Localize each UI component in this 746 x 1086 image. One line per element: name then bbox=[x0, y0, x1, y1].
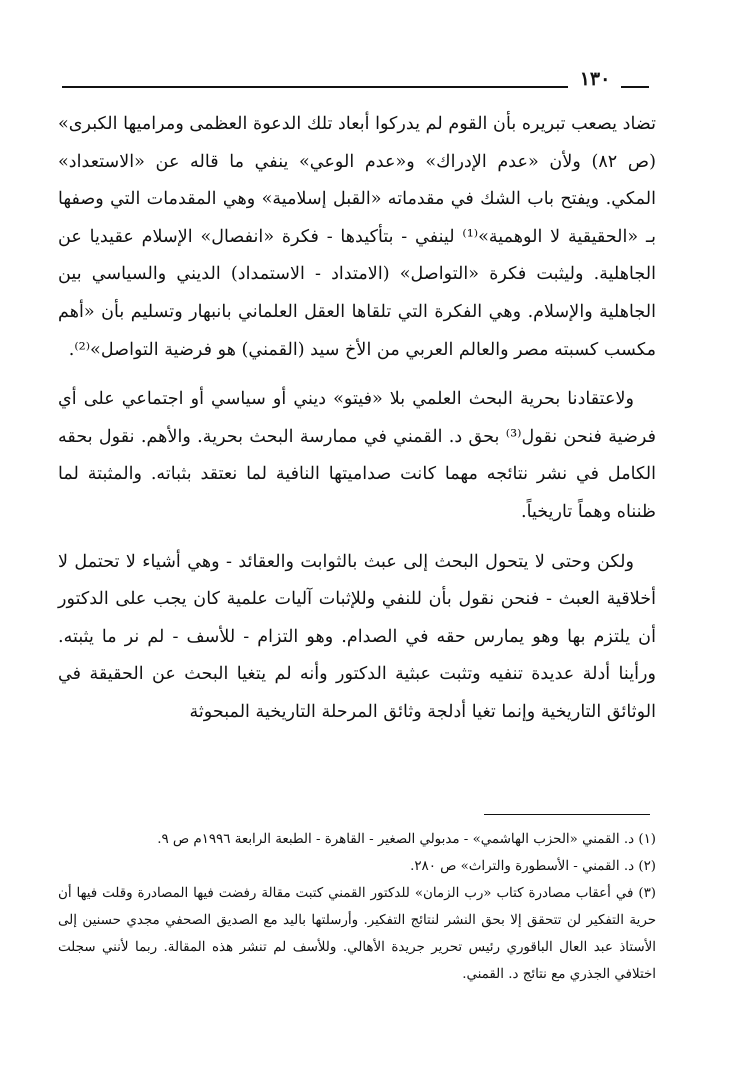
page-number-rule bbox=[621, 86, 649, 88]
main-text bbox=[58, 106, 656, 732]
paragraph: ولاعتقادنا بحرية البحث العلمي بلا «فيتو» ديني أو سياسي أو اجتماعي على أي فرضية فنحن نقول⁽³⁾ بحق د. القمني في ممارسة البحث بحرية. والأهم. نقول بحقه الكامل في نشر نتائجه مهما كانت صداميتها النافية لما نعتقد بثباته. والمثبتة لما ظنناه وهماً تاريخياً. bbox=[58, 389, 656, 522]
footnotes bbox=[58, 826, 656, 988]
paragraph: تضاد يصعب تبريره بأن القوم لم يدركوا أبعاد تلك الدعوة العظمى ومراميها الكبرى» (ص ٨٢) ولأن «عدم الإدراك» و«عدم الوعي» ينفي ما قاله عن «الاستعداد» المكي. ويفتح باب الشك في مقدماته «القبل إسلامية» وهي المقدمات التي وصفها بـ «الحقيقية لا الوهمية»⁽¹⁾ لينفي - بتأكيدها - فكرة «انفصال» الإسلام عقيديا عن الجاهلية. وليثبت فكرة «التواصل» (الامتداد - الاستمداد) الديني والسياسي بين الجاهلية والإسلام. وهي الفكرة التي تلقاها العقل العلماني بانبهار وتسليم بأن «أهم مكسب كسبته مصر والعالم العربي من الأخ سيد (القمني) هو فرضية التواصل»⁽²⁾. bbox=[57, 114, 656, 360]
footnote: (١) د. القمني «الحزب الهاشمي» - مدبولي الصغير - القاهرة - الطبعة الرابعة ١٩٩٦م ص ٩. bbox=[157, 832, 656, 847]
footnote: (٣) في أعقاب مصادرة كتاب «رب الزمان» للدكتور القمني كتبت مقالة رفضت فيها المصادرة وقلت فيها أن حرية التفكير لن تتحقق إلا بحق النشر لنتائج التفكير. وأرسلتها باليد مع الصديق الصحفي مجدي حسنين إلى الأستاذ عبد العال الباقوري رئيس تحرير جريدة الأهالي. وللأسف لم تنشر هذه المقالة. ربما لأنني سجلت اختلافي الجذري مع نتائج د. القمني. bbox=[58, 886, 656, 982]
header-rule bbox=[62, 86, 568, 88]
footnote: (٢) د. القمني - الأسطورة والتراث» ص ٢٨٠. bbox=[410, 859, 656, 874]
footnote-separator bbox=[484, 814, 650, 815]
page-number: ١٣٠ bbox=[579, 68, 611, 90]
paragraph: ولكن وحتى لا يتحول البحث إلى عبث بالثوابت والعقائد - وهي أشياء لا تحتمل لا أخلاقية العبث - فنحن نقول بأن للنفي وللإثبات آليات علمية كان يجب على الدكتور أن يلتزم بها وهو يمارس حقه في الصدام. وهو التزام - للأسف - لم نر ما يثبته. ورأينا أدلة عديدة تنفيه وتثبت عبثية الدكتور وأنه لم يتغيا البحث عن الحقيقة في الوثائق التاريخية وإنما تغيا أدلجة وثائق المرحلة التاريخية المبحوثة bbox=[58, 551, 656, 722]
